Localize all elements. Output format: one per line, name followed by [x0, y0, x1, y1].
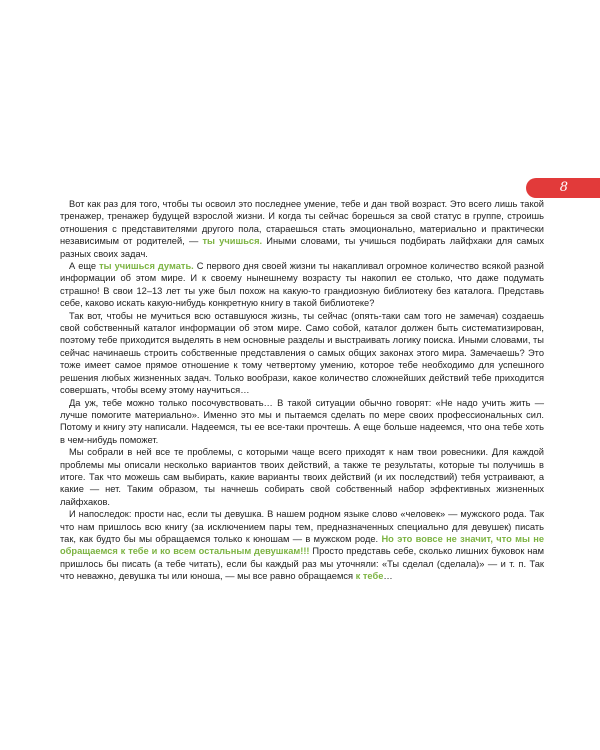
highlighted-text: Но это вовсе не значит, что мы не обращаемся к тебе и ко всем остальным девушкам!!! — [60, 533, 545, 557]
text-run: Иными словами, ты учишься подбирать лайфхаки для самых разных своих задач. — [60, 236, 544, 259]
text-run: Так вот, чтобы не мучиться всю оставшуюся жизнь, ты сейчас (опять-таки сам того не замечая) создаешь свой собственный каталог информации об этом мире. Само собой, каталог должен быть систематизирован, поэтому тебе приходится выделять в нем основные разделы и выстраивать логику поиска. Иными словами, ты сейчас начинаешь строить собственные представления о самых общих законах этого мира. Замечаешь? Это тоже имеет самое прямое отношение к тому четвертому умению, которое тебе необходимо для успешного решения любых жизненных задач. Только вообрази, какое количество сложнейших действий тебе приходится совершать, чтобы всему этому научиться… — [60, 310, 544, 396]
text-run: Да уж, тебе можно только посочувствовать… В такой ситуации обычно говорят: «Не надо учить жить — лучше помогите материально». Именно это мы и пытаемся сделать по мере своих профессиональных сил. Потому и книгу эту написали. Надеемся, ты ее все-таки прочтешь. А еще больше надеемся, что она тебе хоть в чем-нибудь поможет. — [60, 397, 544, 445]
paragraph-2 — [60, 260, 544, 310]
paragraph-5 — [60, 446, 544, 508]
paragraph-6 — [60, 508, 544, 582]
highlighted-text: к тебе — [355, 571, 384, 582]
body-text — [60, 198, 544, 583]
text-run: С первого дня своей жизни ты накапливал огромное количество всякой разной информации об этом мире. И к своему нынешнему возрасту ты накопил ее столько, что даже подумать страшно! В свои 12–13 лет ты уже был похож на какую-то грандиозную библиотеку без каталога. Представь себе, каково искать какую-нибудь конкретную книгу в такой библиотеке? — [60, 261, 544, 309]
paragraph-4 — [60, 397, 544, 447]
highlighted-text: ты учишься. — [202, 236, 263, 247]
paragraph-3 — [60, 310, 544, 397]
text-run: … — [383, 571, 393, 582]
paragraph-1 — [60, 198, 544, 260]
text-run: А еще — [69, 261, 100, 272]
text-run: Мы собрали в ней все те проблемы, с которыми чаще всего приходят к нам твои ровесники. Для каждой проблемы мы описали несколько вариантов твоих действий, а также те результаты, которые ты получишь в итоге. Так что можешь сам выбирать, какие варианты твоих действий (и их последствий) тебя устраивают, а какие — нет. Таким образом, ты начнешь собирать свой собственный набор эффективных жизненных лайфхаков. — [60, 447, 544, 507]
text-run: И напоследок: прости нас, если ты девушка. В нашем родном языке слово «человек» — мужского рода. Так что нам пришлось всю книгу (за исключением пары тем, предназначенных специально для девушек) писать так, как будто бы мы обращаемся только к юношам — в мужском роде. — [60, 509, 544, 544]
text-run: Вот как раз для того, чтобы ты освоил это последнее умение, тебе и дан твой возраст. Это всего лишь такой тренажер, тренажер будущей взрослой жизни. И когда ты сейчас борешься за свой статус в группе, строишь отношения с представителями другого пола, стараешься стать эмоционально, материально и практически независимым от родителей, — — [60, 199, 544, 247]
highlighted-text: ты учишься думать. — [99, 261, 194, 272]
text-run: Просто представь себе, сколько лишних буковок нам пришлось бы писать (а тебе читать), если бы каждый раз мы уточняли: «Ты сделал (сделала)» — и т. п. Так что неважно, девушка ты или юноша, — мы все равно обращаемся — [60, 546, 544, 582]
page-number: 8 — [559, 180, 568, 195]
